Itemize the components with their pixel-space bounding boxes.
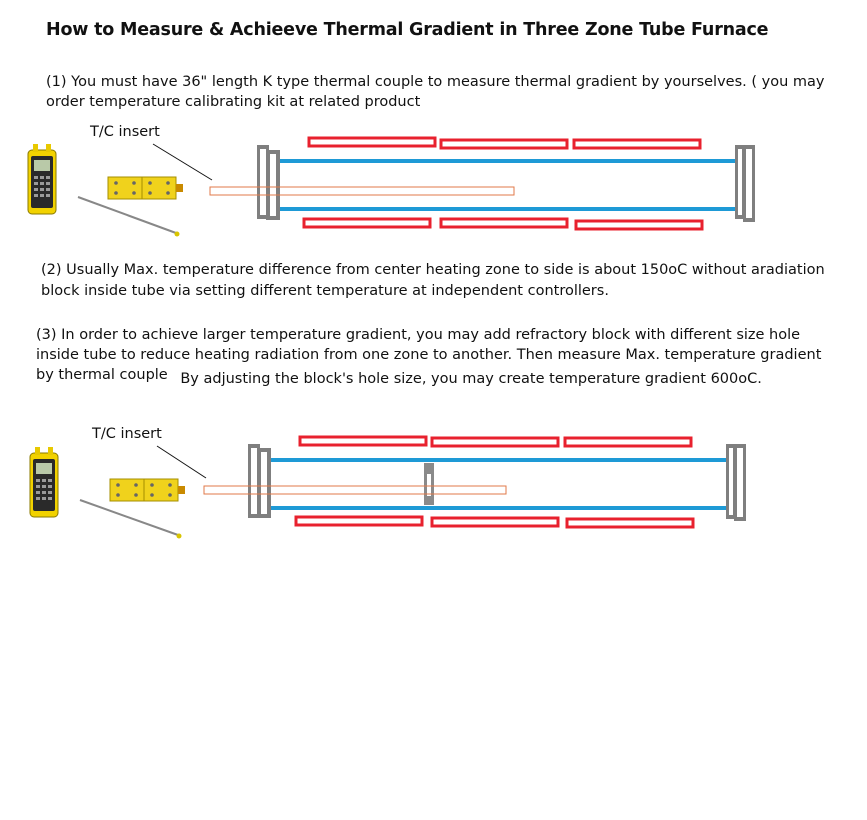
flange-left	[248, 444, 271, 518]
step2-line2: block inside tube via setting different temperature at independent controllers.	[41, 283, 609, 299]
flange-left	[257, 145, 280, 220]
step3-line3a: by thermal couple	[36, 367, 168, 383]
tc-insert-label-1: T/C insert	[90, 124, 160, 140]
step1-line2: order temperature calibrating kit at related product	[46, 94, 421, 110]
tc-connector	[108, 177, 183, 199]
flange-right	[735, 145, 755, 222]
tc-rod	[210, 187, 514, 195]
step3-text	[36, 325, 821, 385]
step3-line3b: By adjusting the block's hole size, you may create temperature gradient 600oC.	[180, 371, 762, 387]
refractory-block	[424, 463, 434, 505]
tc-insert-label-2: T/C insert	[92, 426, 162, 442]
heaters-bottom	[304, 219, 702, 229]
heaters-top	[300, 437, 691, 446]
step3-line1: (3) In order to achieve larger temperature gradient, you may add refractory block with different size hole	[36, 327, 801, 343]
tc-pointer-line	[153, 144, 212, 180]
flange-right	[726, 444, 746, 521]
tc-probe	[80, 500, 178, 535]
step2-line1: (2) Usually Max. temperature difference from center heating zone to side is about 150oC without aradiation	[41, 262, 825, 278]
heaters-top	[309, 138, 700, 148]
tc-probe	[78, 197, 176, 233]
step1-text	[46, 72, 824, 112]
thermometer-meter	[30, 447, 58, 517]
thermometer-meter	[28, 144, 56, 214]
step3-line2: inside tube to reduce heating radiation from one zone to another. Then measure Max. temperature gradient	[36, 347, 822, 363]
page-title: How to Measure & Achieeve Thermal Gradient in Three Zone Tube Furnace	[46, 20, 769, 40]
tc-connector	[110, 479, 185, 501]
heaters-bottom	[296, 517, 693, 527]
step1-line1: (1) You must have 36" length K type thermal couple to measure thermal gradient by yourselves. ( you may	[46, 74, 825, 90]
step2-text	[41, 260, 825, 301]
tc-pointer-line	[157, 446, 206, 478]
